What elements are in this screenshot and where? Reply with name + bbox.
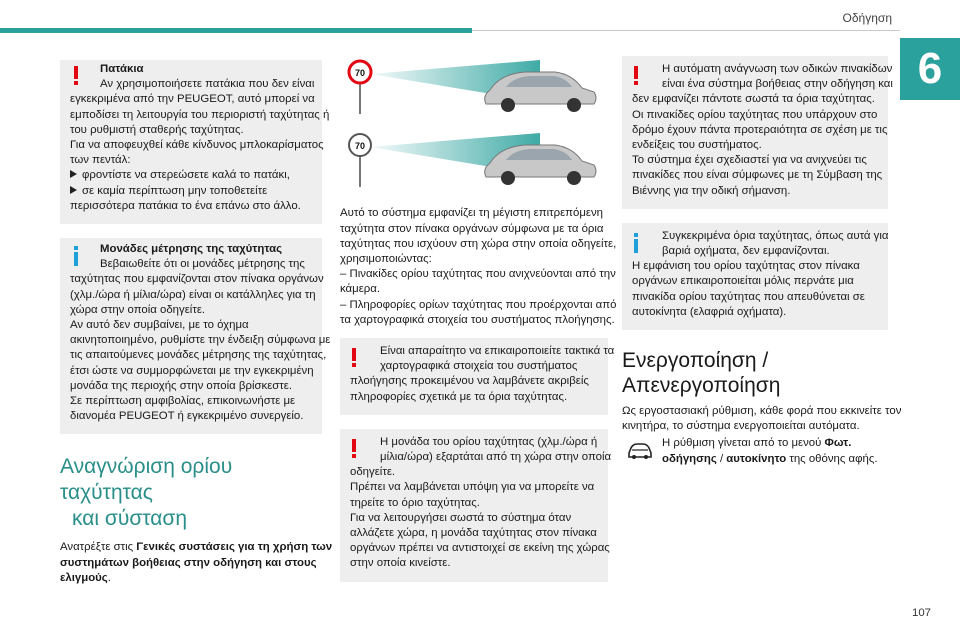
- menu-link-driving[interactable]: οδήγησης: [662, 452, 717, 465]
- illustration-map-detection: [340, 129, 602, 189]
- floor-mats-line: εμποδίσει τη λειτουργία του περιοριστή ταχύτητας ή: [70, 108, 330, 121]
- section-title: Απενεργοποίηση: [622, 374, 781, 398]
- bullet-item: φροντίστε να στερεώσετε καλά το πατάκι,: [70, 168, 312, 183]
- speed-units-line: τις απαιτούμενες μονάδες μέτρησης της ταχύτητας,: [70, 349, 327, 362]
- page-number: 107: [912, 607, 932, 619]
- paragraph-line: τα χαρτογραφικά στοιχεία του συστήματος πλοήγησης.: [340, 313, 615, 326]
- sign-value: 70: [354, 141, 366, 152]
- paragraph-line: ταχύτητας που ισχύουν στη χώρα στην οποία οδηγείτε,: [340, 237, 617, 250]
- bullet-item: σε καμία περίπτωση μην τοποθετείτε: [70, 184, 312, 199]
- speed-units-line: Σε περίπτωση αμφιβολίας, επικοινωνήστε με: [70, 395, 296, 408]
- speed-units-line: μονάδα της περιοχής στην οποία βρίσκεστε.: [70, 379, 293, 392]
- warning-exclamation-icon: [70, 66, 82, 86]
- car-menu-icon: [626, 440, 654, 460]
- header-accent-bar: [0, 28, 472, 33]
- info-icon: [70, 246, 82, 266]
- map-update-warning-box: Είναι απαραίτητο να επικαιροποιείτε τακτικά τα χαρτογραφικά στοιχεία του συστήματος πλοήγησης προκειμένου να λαμβάνετε ακριβείς πληροφορίες σχετικά με τα όρια ταχύτητας.: [340, 338, 608, 415]
- bullet-arrow-icon: [70, 186, 77, 194]
- speed-units-line: χώρα στην οποία οδηγείτε.: [70, 303, 206, 316]
- floor-mats-warning-box: [60, 60, 330, 224]
- column-3: [622, 56, 902, 467]
- section-title: Ενεργοποίηση /: [622, 349, 769, 373]
- section-intro: Ανατρέξτε στις Γενικές συστάσεις για τη χρήση των συστημάτων βοήθειας στην οδήγηση και στους ελιγμούς.: [60, 541, 333, 584]
- paragraph-line: κάμερα.: [340, 283, 381, 296]
- speed-units-line: διανομέα PEUGEOT ή εγκεκριμένο συνεργείο.: [70, 410, 304, 423]
- floor-mats-line: Για να αποφευχθεί κάθε κίνδυνος μπλοκαρίσματος: [70, 139, 324, 152]
- speed-units-line: Βεβαιωθείτε ότι οι μονάδες μέτρησης της: [100, 258, 305, 271]
- speed-unit-warning-box: Η μονάδα του ορίου ταχύτητας (χλμ./ώρα ή μίλια/ώρα) εξαρτάται από τη χώρα στην οποία οδηγείτε. Πρέπει να λαμβάνεται υπόψη για να μπορείτε να τηρείτε το όριο ταχύτητας. Για να λειτουργήσει σωστά το σύστημα όταν αλλάζετε χώρα, η μονάδα ταχύτητας στον πίνακα οργάνων πρέπει να αντιστοιχεί σε εκείνη της χώρας στην οποία κινείστε.: [340, 429, 608, 582]
- link-general-recommendations[interactable]: Γενικές συστάσεις για τη χρήση των: [136, 541, 333, 554]
- warning-exclamation-icon: [348, 439, 360, 459]
- system-description: [340, 206, 617, 328]
- floor-mats-line: Αν χρησιμοποιήσετε πατάκια που δεν είναι: [100, 78, 315, 91]
- speed-limit-section: [60, 454, 333, 586]
- paragraph-line: Αυτό το σύστημα εμφανίζει τη μέγιστη επιτρεπόμενη: [340, 207, 604, 220]
- menu-instruction: Η ρύθμιση γίνεται από το μενού Φωτ. οδήγησης / αυτοκίνητο της οθόνης αφής.: [622, 436, 888, 466]
- menu-link-vehicle[interactable]: αυτοκίνητο: [726, 452, 787, 465]
- paragraph-line: – Πινακίδες ορίου ταχύτητας που ανιχνεύονται από την: [340, 268, 616, 281]
- column-1: [60, 60, 333, 586]
- illustration-camera-detection: [340, 56, 602, 116]
- floor-mats-title: Πατάκια: [100, 63, 144, 75]
- floor-mats-line: περισσότερα πατάκια το ένα επάνω στο άλλο.: [70, 199, 301, 212]
- menu-link-driving-photo[interactable]: Φωτ.: [824, 437, 852, 450]
- speed-units-line: (χλμ./ώρα ή μίλια/ώρα) είναι οι κατάλληλες για τη: [70, 288, 316, 301]
- chapter-title: Οδήγηση: [842, 11, 892, 25]
- speed-units-line: έτσι ώστε να συμμορφώνεται με την εγκεκριμένη: [70, 364, 314, 377]
- specific-limits-info-box: Συγκεκριμένα όρια ταχύτητας, όπως αυτά για βαριά οχήματα, δεν εμφανίζονται. Η εμφάνιση του ορίου ταχύτητας στον πίνακα οργάνων επικαιροποιείται μόλις περνάτε μια πινακίδα ορίου ταχύτητας που απευθύνεται σε αυτοκίνητα (ελαφριά οχήματα).: [622, 223, 888, 330]
- paragraph-line: χρησιμοποιώντας:: [340, 253, 432, 266]
- speed-units-line: ταχύτητας που εμφανίζονται στον πίνακα οργάνων: [70, 273, 324, 286]
- warning-exclamation-icon: [348, 348, 360, 368]
- column-2: [340, 56, 617, 582]
- bullet-arrow-icon: [70, 170, 77, 178]
- activation-section: Ενεργοποίηση / Απενεργοποίηση Ως εργοστασιακή ρύθμιση, κάθε φορά που εκκινείτε τον κινητήρα, το σύστημα ενεργοποιείται αυτόματα. Η ρύθμιση γίνεται από το μενού Φωτ. οδήγησης / αυτοκίνητο της οθόνης αφής.: [622, 348, 888, 467]
- floor-mats-line: εγκεκριμένα από την PEUGEOT, αυτό μπορεί να: [70, 93, 315, 106]
- header-rule: [472, 30, 900, 31]
- speed-units-line: ακινητοποιημένο, ρυθμίστε την ένδειξη σύμφωνα με: [70, 334, 331, 347]
- floor-mats-line: των πεντάλ:: [70, 154, 131, 167]
- speed-units-title: Μονάδες μέτρησης της ταχύτητας: [100, 243, 283, 256]
- info-icon: [630, 233, 642, 253]
- speed-units-line: Αν αυτό δεν συμβαίνει, με το όχημα: [70, 319, 249, 332]
- speed-units-info-box: [60, 238, 331, 434]
- chapter-number-tab: 6: [900, 38, 960, 100]
- sign-value: 70: [354, 68, 366, 78]
- paragraph-line: ταχύτητα στον πίνακα οργάνων σύμφωνα με τα όρια: [340, 222, 604, 235]
- warning-exclamation-icon: [630, 66, 642, 86]
- floor-mats-line: του ρυθμιστή σταθερής ταχύτητας.: [70, 123, 244, 136]
- section-title: Αναγνώριση ορίου ταχύτητας: [60, 455, 233, 505]
- paragraph-line: – Πληροφορίες ορίων ταχύτητας που προέρχονται από: [340, 298, 617, 311]
- sign-reading-warning-box: Η αυτόματη ανάγνωση των οδικών πινακίδων είναι ένα σύστημα βοήθειας στην οδήγηση και δεν εμφανίζει πάντοτε σωστά τα όρια ταχύτητας. Οι πινακίδες ορίου ταχύτητας που υπάρχουν στο δρόμο έχουν πάντα προτεραιότητα σε σχέση με τις ενδείξεις του συστήματος. Το σύστημα έχει σχεδιαστεί για να ανιχνεύει τις πινακίδες που είναι σύμφωνες με τη Σύμβαση της Βιέννης για την οδική σήμανση.: [622, 56, 888, 209]
- section-title: και σύσταση: [72, 507, 188, 531]
